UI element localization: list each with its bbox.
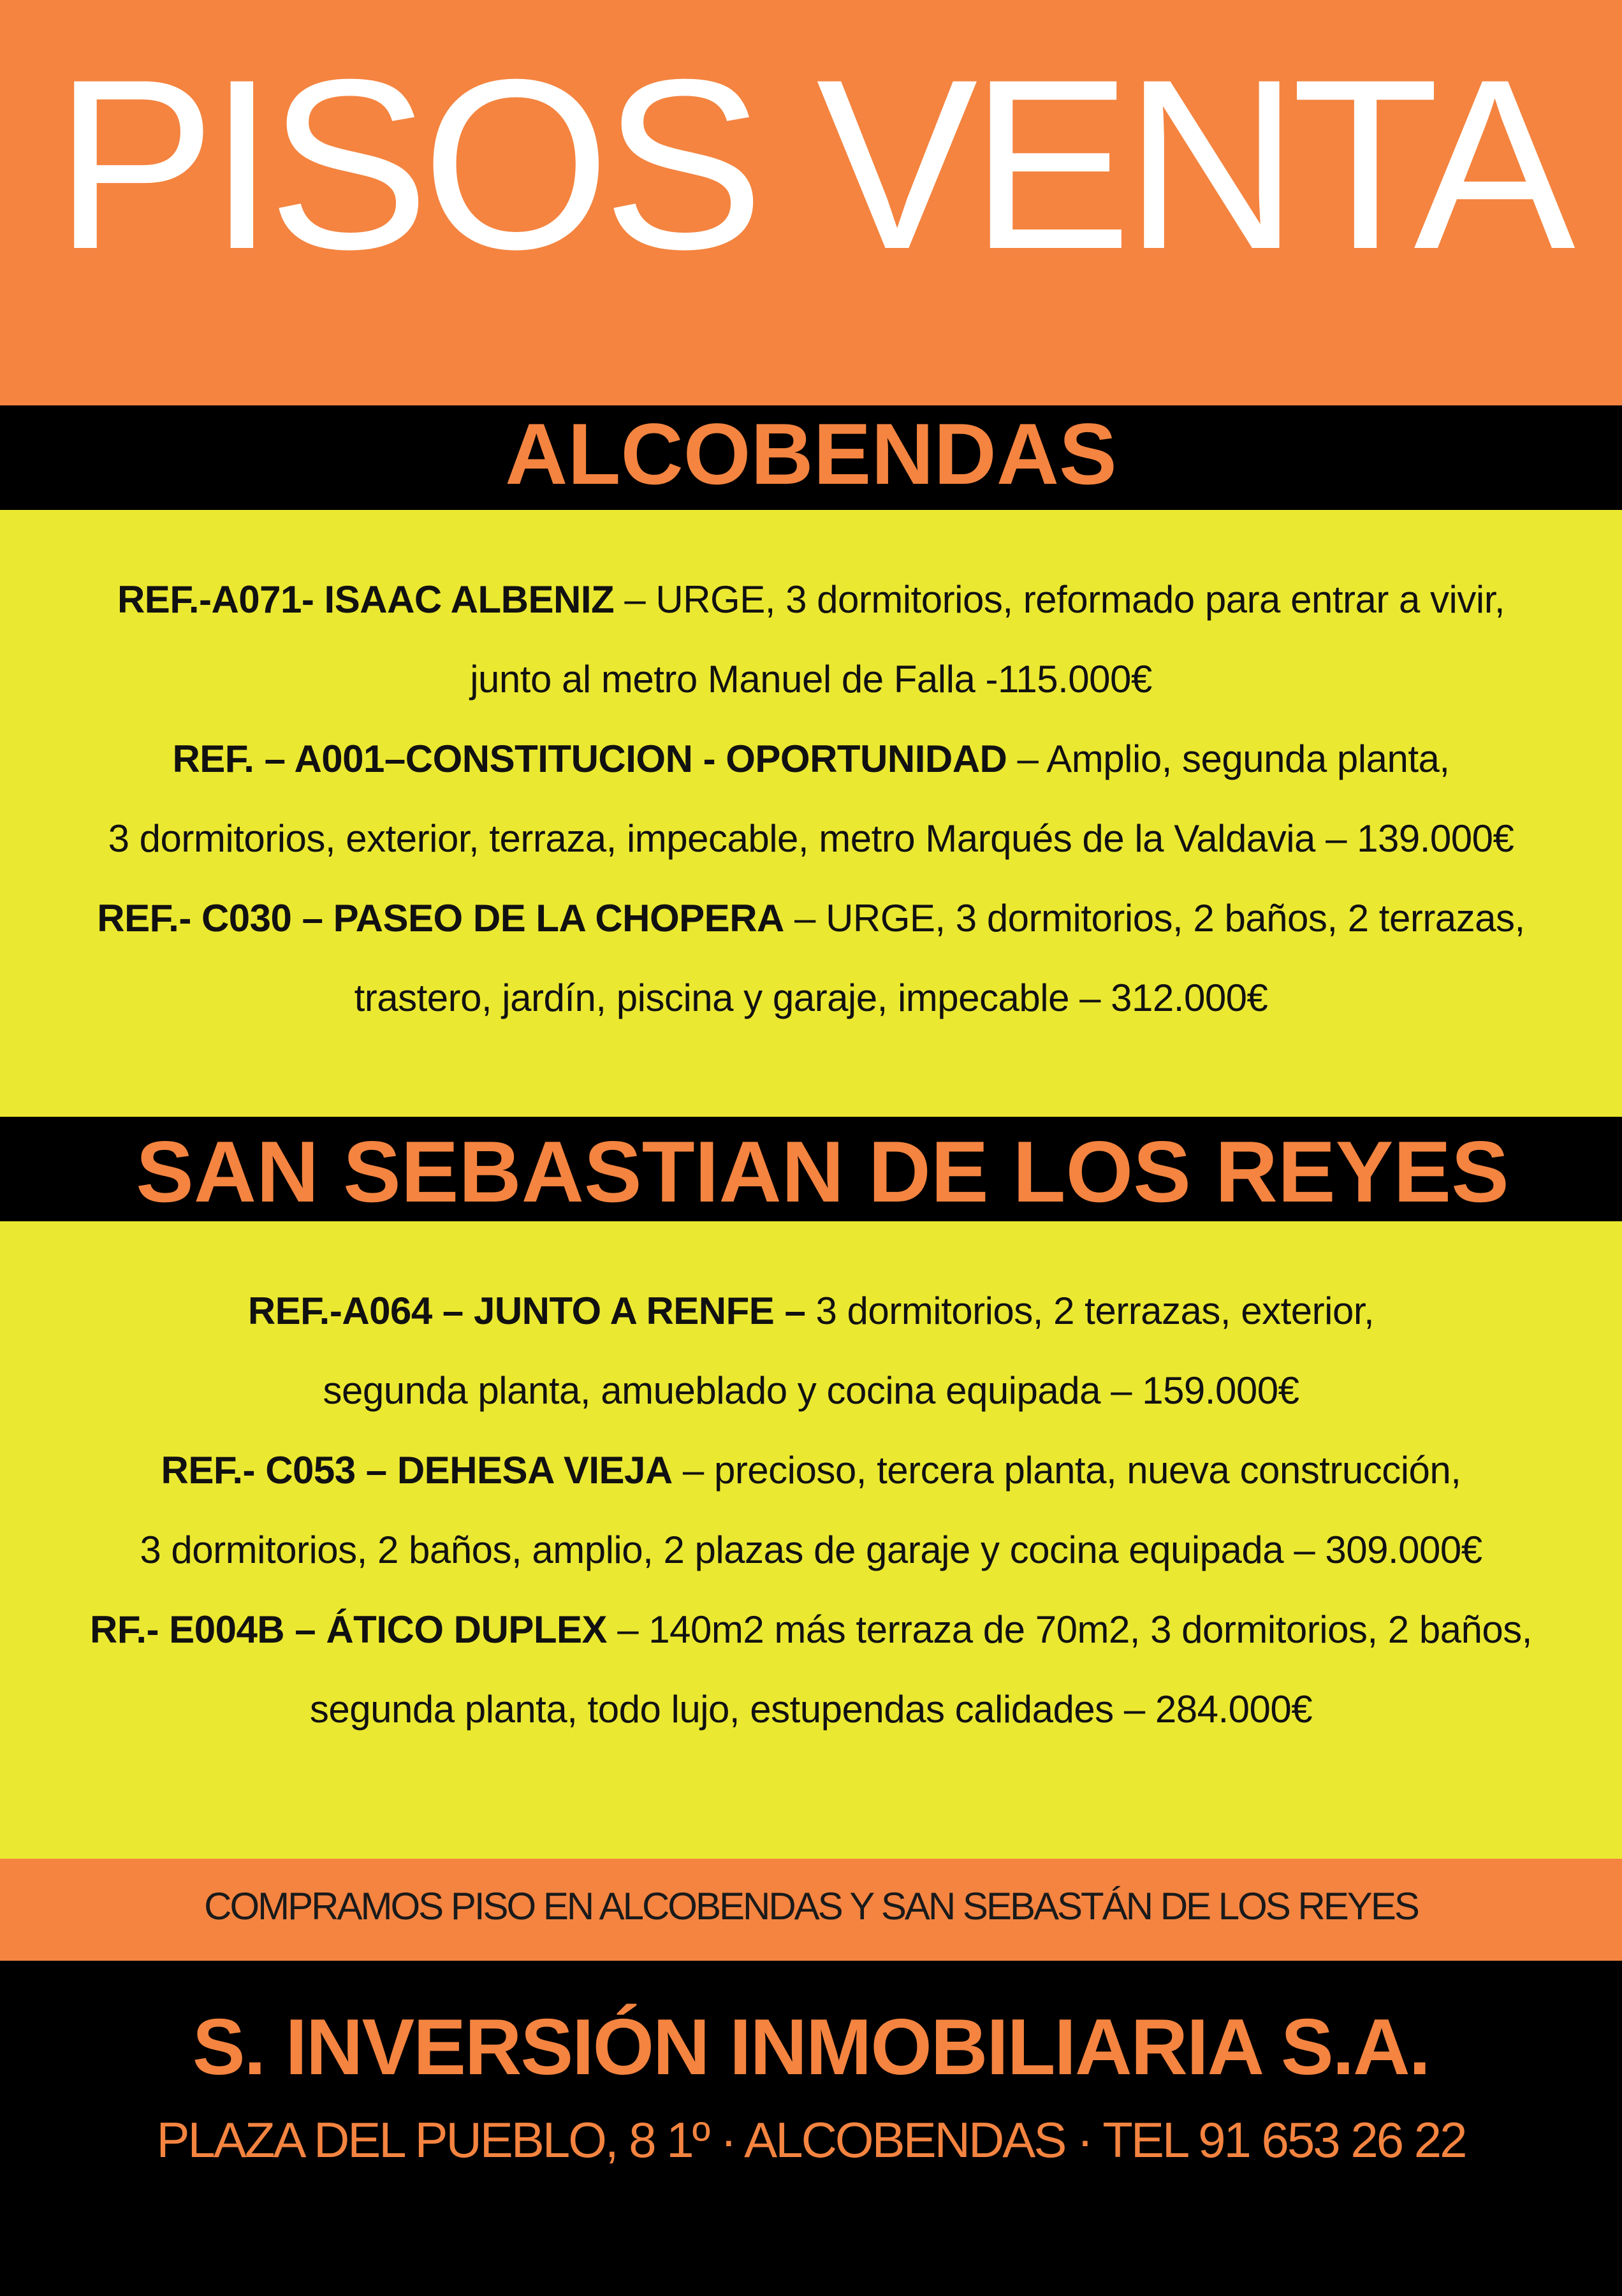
listing-line [248, 1271, 1374, 1351]
hero-banner [0, 0, 1622, 405]
listing-desc: – precioso, tercera planta, nueva construcción, [672, 1449, 1461, 1492]
section-header-alcobendas [0, 405, 1622, 510]
listing-line: trastero, jardín, piscina y garaje, impecable – 312.000€ [354, 977, 1268, 1019]
listing-desc: – URGE, 3 dormitorios, 2 baños, 2 terrazas, [784, 897, 1525, 940]
section-title-san-sebastian: SAN SEBASTIAN DE LOS REYES [136, 1123, 1509, 1220]
company-name: S. INVERSIÓN INMOBILIARIA S.A. [192, 2003, 1430, 2091]
listing-line: segunda planta, amueblado y cocina equipada – 159.000€ [323, 1369, 1299, 1412]
listings-alcobendas [0, 510, 1622, 1117]
listing-line [97, 878, 1524, 958]
listing-desc: – Amplio, segunda planta, [1007, 737, 1450, 780]
section-title-alcobendas: ALCOBENDAS [505, 405, 1117, 502]
buy-banner-text: COMPRAMOS PISO EN ALCOBENDAS Y SAN SEBASTÁN DE LOS REYES [204, 1884, 1418, 1928]
listing-ref: REF.- C053 – DEHESA VIEJA [161, 1449, 673, 1492]
section-header-san-sebastian [0, 1117, 1622, 1221]
listing-line: 3 dormitorios, 2 baños, amplio, 2 plazas de garaje y cocina equipada – 309.000€ [140, 1529, 1482, 1571]
listing-ref: REF.- C030 – PASEO DE LA CHOPERA [97, 897, 784, 940]
page-title: PISOS VENTA [54, 29, 1568, 300]
listing-line [172, 719, 1449, 799]
listing-desc: – URGE, 3 dormitorios, reformado para entrar a vivir, [614, 578, 1505, 621]
listing-ref: REF. – A001–CONSTITUCION - OPORTUNIDAD [172, 737, 1007, 780]
listing-desc: – 140m2 más terraza de 70m2, 3 dormitorios, 2 baños, [607, 1608, 1532, 1651]
listing-line: segunda planta, todo lujo, estupendas calidades – 284.000€ [309, 1688, 1313, 1731]
listing-line: 3 dormitorios, exterior, terraza, impecable, metro Marqués de la Valdavia – 139.000€ [108, 817, 1514, 860]
listing-ref: REF.-A064 – JUNTO A RENFE – [247, 1290, 806, 1332]
footer [0, 1961, 1622, 2296]
listing-ref: REF.-A071- ISAAC ALBENIZ [117, 578, 615, 621]
company-address: PLAZA DEL PUEBLO, 8 1º · ALCOBENDAS · TEL 91 653 26 22 [156, 2111, 1466, 2168]
listings-san-sebastian [0, 1221, 1622, 1859]
listing-line [90, 1590, 1532, 1669]
buy-banner [0, 1859, 1622, 1961]
listing-line [117, 560, 1505, 639]
listing-desc: 3 dormitorios, 2 terrazas, exterior, [805, 1290, 1375, 1332]
listing-line: junto al metro Manuel de Falla -115.000€ [470, 658, 1152, 701]
listing-ref: RF.- E004B – ÁTICO DUPLEX [90, 1608, 608, 1651]
listing-line [161, 1430, 1461, 1510]
